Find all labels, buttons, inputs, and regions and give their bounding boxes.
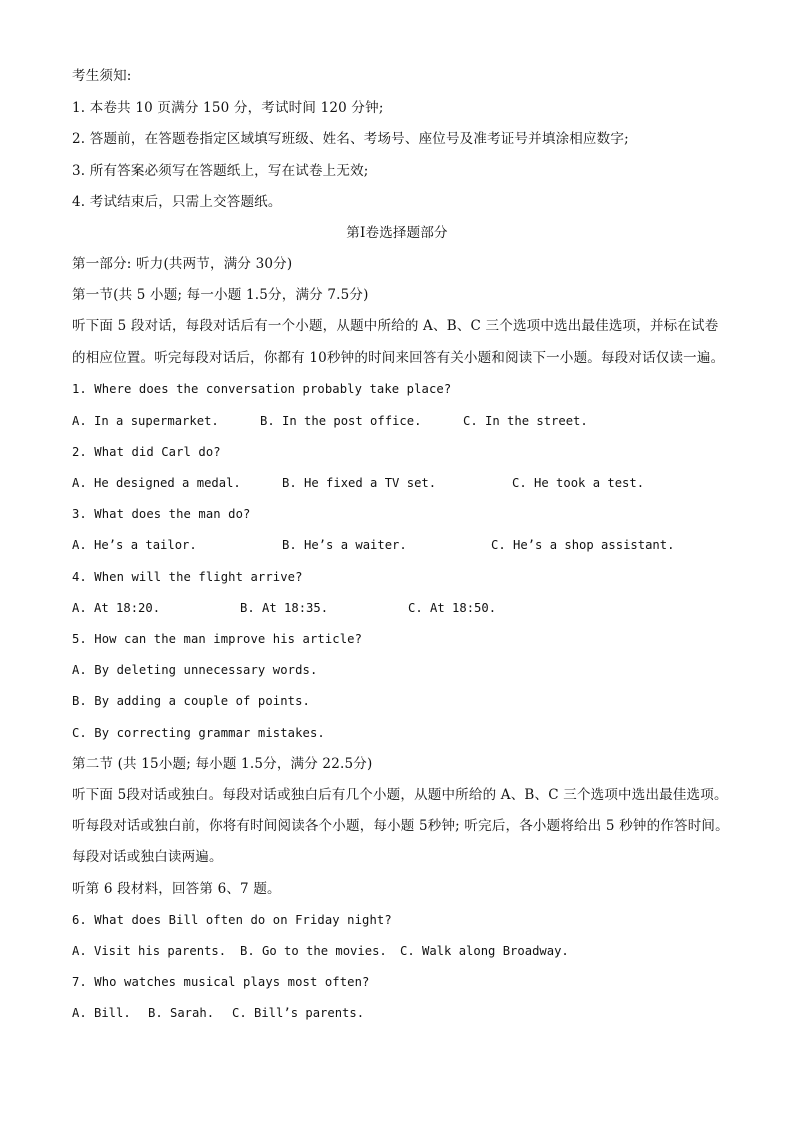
option-c: C. Bill’s parents. <box>232 1006 365 1020</box>
option-b: B. By adding a couple of points. <box>72 694 310 708</box>
option-c: C. He’s a shop assistant. <box>491 538 675 552</box>
option-a: A. Bill. <box>72 1006 131 1020</box>
section1-heading: 第一节(共 5 小题; 每一小题 1.5分，满分 7.5分) <box>72 287 369 303</box>
question-stem: 5. How can the man improve his article? <box>72 632 363 646</box>
notice-heading: 考生须知: <box>72 68 132 84</box>
option-b: B. He fixed a TV set. <box>282 476 437 490</box>
volume-title: 第I卷选择题部分 <box>346 225 448 241</box>
option-a: A. At 18:20. <box>72 601 161 615</box>
option-b: B. Go to the movies. <box>240 944 387 958</box>
option-a: A. He’s a tailor. <box>72 538 197 552</box>
option-c: C. Walk along Broadway. <box>400 944 569 958</box>
question-stem: 3. What does the man do? <box>72 507 251 521</box>
option-b: B. He’s a waiter. <box>282 538 407 552</box>
option-c: C. In the street. <box>463 414 588 428</box>
section2-instruction-2: 听每段对话或独白前，你将有时间阅读各个小题，每小题 5秒钟; 听完后，各小题将给出 5 秒钟的作答时间。 <box>72 818 729 834</box>
notice-item-2: 2. 答题前，在答题卷指定区域填写班级、姓名、考场号、座位号及准考证号并填涂相应数字; <box>72 131 629 147</box>
option-a: A. By deleting unnecessary words. <box>72 663 318 677</box>
option-a: A. Visit his parents. <box>72 944 227 958</box>
option-b: B. Sarah. <box>148 1006 215 1020</box>
option-a: A. He designed a medal. <box>72 476 241 490</box>
question-stem: 1. Where does the conversation probably take place? <box>72 382 452 396</box>
section1-instruction-1: 听下面 5 段对话，每段对话后有一个小题，从题中所给的 A、B、C 三个选项中选出最佳选项，并标在试卷 <box>72 318 719 334</box>
option-b: B. In the post office. <box>260 414 422 428</box>
option-b: B. At 18:35. <box>240 601 329 615</box>
option-c: C. At 18:50. <box>408 601 497 615</box>
question-stem: 6. What does Bill often do on Friday night? <box>72 913 392 927</box>
question-stem: 7. Who watches musical plays most often? <box>72 975 370 989</box>
section2-heading: 第二节 (共 15小题; 每小题 1.5分，满分 22.5分) <box>72 756 373 772</box>
part1-heading: 第一部分: 听力(共两节，满分 30分) <box>72 256 293 272</box>
question-stem: 2. What did Carl do? <box>72 445 221 459</box>
option-a: A. In a supermarket. <box>72 414 219 428</box>
section1-instruction-2: 的相应位置。听完每段对话后，你都有 10秒钟的时间来回答有关小题和阅读下一小题。每段对话仅读一遍。 <box>72 350 725 366</box>
section2-instruction-3: 每段对话或独白读两遍。 <box>72 849 223 865</box>
notice-item-1: 1. 本卷共 10 页满分 150 分，考试时间 120 分钟; <box>72 100 384 116</box>
material-6-heading: 听第 6 段材料，回答第 6、7 题。 <box>72 881 281 897</box>
option-c: C. He took a test. <box>512 476 645 490</box>
notice-item-3: 3. 所有答案必须写在答题纸上，写在试卷上无效; <box>72 163 369 179</box>
section2-instruction-1: 听下面 5段对话或独白。每段对话或独白后有几个小题，从题中所给的 A、B、C 三个选项中选出最佳选项。 <box>72 787 728 803</box>
notice-item-4: 4. 考试结束后，只需上交答题纸。 <box>72 194 282 210</box>
option-c: C. By correcting grammar mistakes. <box>72 726 325 740</box>
question-stem: 4. When will the flight arrive? <box>72 570 303 584</box>
